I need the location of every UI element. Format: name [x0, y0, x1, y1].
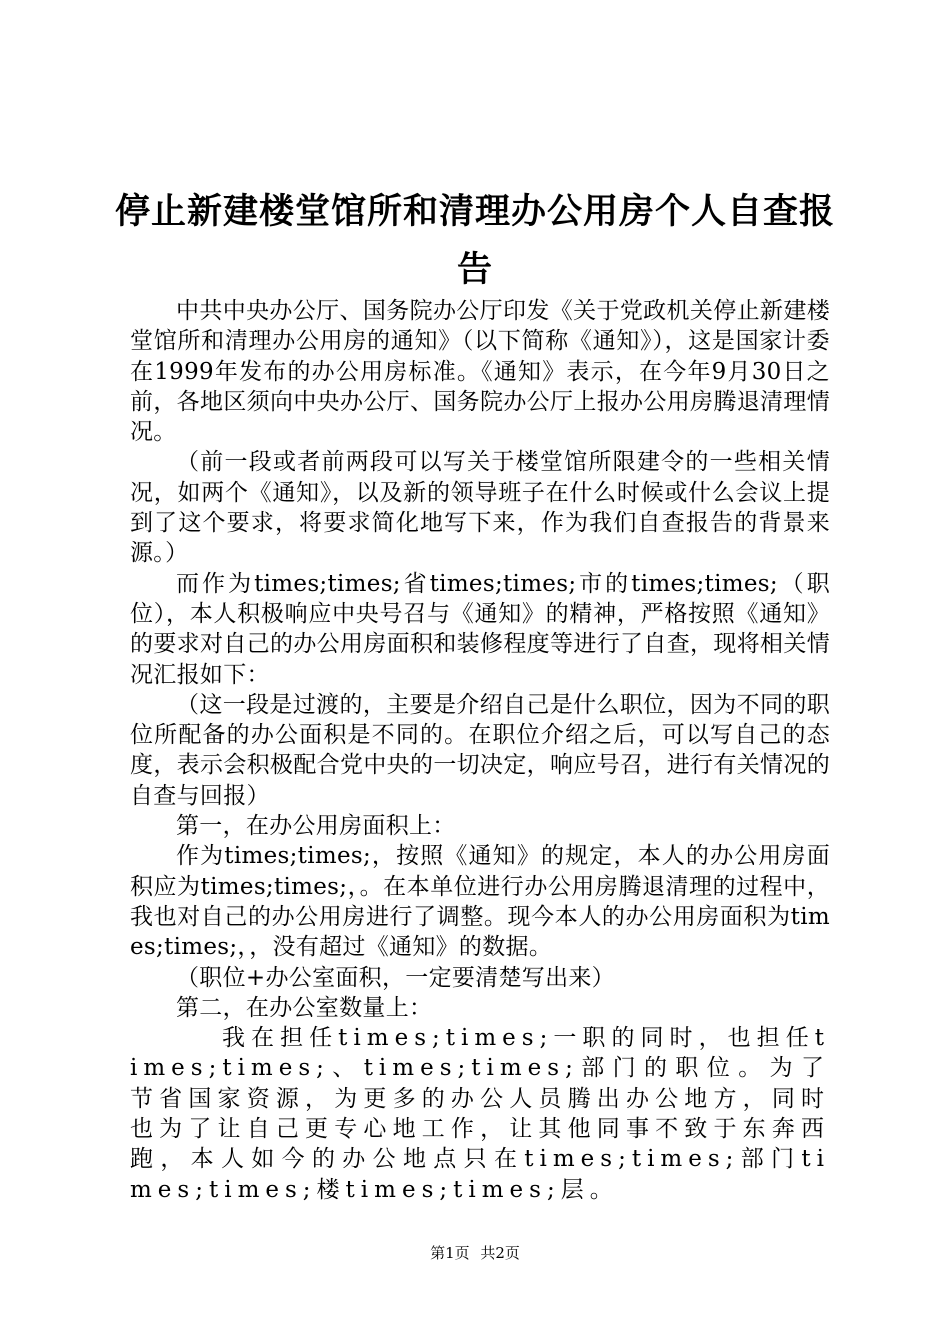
section-heading-count: 第二，在办公室数量上：: [176, 994, 433, 1021]
document-body: [130, 296, 830, 1205]
paragraph-position: 而作为times;times;省times;times;市的times;times;（职位），本人积极响应中央号召与《通知》的精神，严格按照《通知》的要求对自己的办公用房面积和装修程度等进行了自查，现将相关情况汇报如下：: [130, 570, 830, 688]
document-title: 停止新建楼堂馆所和清理办公用房个人自查报告: [114, 191, 835, 290]
paragraph-transition-note: （这一段是过渡的，主要是介绍自己是什么职位，因为不同的职位所配备的办公面积是不同的。在职位介绍之后，可以写自己的态度，表示会积极配合党中央的一切决定，响应号召，进行有关情况的自查与回报）: [130, 691, 830, 809]
paragraph-count-detail: 我在担任times;times;一职的同时，也担任times;times;、times;times;部门的职位。为了节省国家资源，为更多的办公人员腾出办公地方，同时也为了让自己更专心地工作，让其他同事不致于东奔西跑，本人如今的办公地点只在times;times;部门times;times;楼times;times;层。: [130, 1025, 830, 1203]
paragraph-area-detail: 作为times;times;，按照《通知》的规定，本人的办公用房面积应为times;times;，。在本单位进行办公用房腾退清理的过程中，我也对自己的办公用房进行了调整。现今本人的办公用房面积为times;times;，，没有超过《通知》的数据。: [130, 843, 830, 961]
page-footer: [0, 1243, 950, 1263]
section-heading-area: 第一，在办公用房面积上：: [176, 813, 456, 840]
paragraph-area-note: （职位+办公室面积，一定要清楚写出来）: [176, 964, 615, 991]
paragraph-background-note: （前一段或者前两段可以写关于楼堂馆所限建令的一些相关情况，如两个《通知》，以及新的领导班子在什么时候或什么会议上提到了这个要求，将要求简化地写下来，作为我们自查报告的背景来源。）: [130, 449, 830, 567]
page-number: 第1页: [430, 1244, 470, 1262]
paragraph-intro: 中共中央办公厅、国务院办公厅印发《关于党政机关停止新建楼堂馆所和清理办公用房的通知》（以下简称《通知》），这是国家计委在1999年发布的办公用房标准。《通知》表示，在今年9月30日之前，各地区须向中央办公厅、国务院办公厅上报办公用房腾退清理情况。: [130, 298, 830, 446]
page-total: 共2页: [480, 1244, 520, 1262]
